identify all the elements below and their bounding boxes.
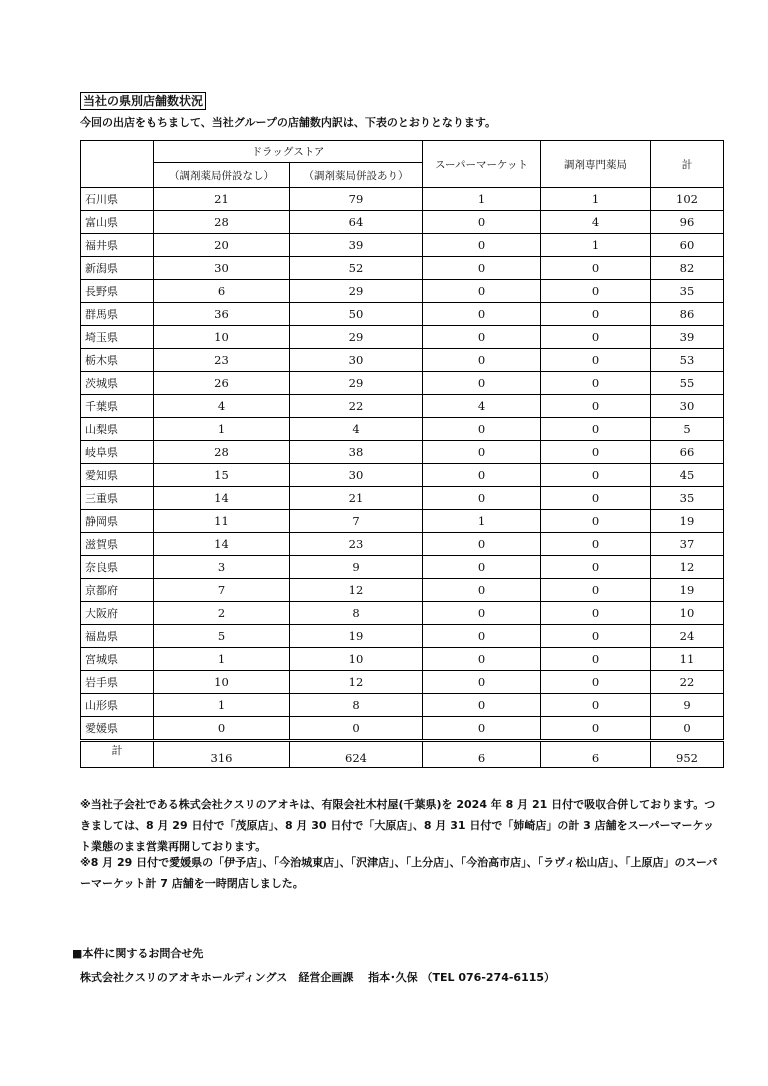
cell-supermarket: 0 [423, 579, 541, 602]
cell-total: 82 [651, 257, 724, 280]
prefecture-name: 新潟県 [81, 257, 154, 280]
table-row [81, 602, 724, 625]
prefecture-name: 長野県 [81, 280, 154, 303]
cell-supermarket: 0 [423, 602, 541, 625]
cell-with-pharmacy: 29 [290, 280, 423, 303]
cell-supermarket: 0 [423, 257, 541, 280]
cell-supermarket: 0 [423, 234, 541, 257]
cell-with-pharmacy: 10 [290, 648, 423, 671]
cell-with-pharmacy: 38 [290, 441, 423, 464]
cell-with-pharmacy: 19 [290, 625, 423, 648]
total-with-pharmacy: 624 [290, 741, 423, 768]
cell-with-pharmacy: 4 [290, 418, 423, 441]
cell-supermarket: 0 [423, 372, 541, 395]
cell-no-pharmacy: 1 [154, 694, 290, 717]
prefecture-name: 滋賀県 [81, 533, 154, 556]
cell-no-pharmacy: 36 [154, 303, 290, 326]
table-row [81, 326, 724, 349]
cell-with-pharmacy: 21 [290, 487, 423, 510]
cell-supermarket: 0 [423, 418, 541, 441]
note-closure: ※8 月 29 日付で愛媛県の「伊予店」、「今治城東店」、「沢津店」、「上分店」、「今治高市店」、「ラヴィ松山店」、「上原店」のスーパーマーケット計 7 店舗を一時閉店しました。 [80, 856, 718, 890]
cell-no-pharmacy: 10 [154, 671, 290, 694]
cell-total: 60 [651, 234, 724, 257]
header-no-pharmacy: （調剤薬局併設なし） [154, 163, 290, 188]
prefecture-name: 三重県 [81, 487, 154, 510]
prefecture-name: 富山県 [81, 211, 154, 234]
cell-with-pharmacy: 9 [290, 556, 423, 579]
cell-supermarket: 0 [423, 717, 541, 741]
cell-supermarket: 0 [423, 625, 541, 648]
cell-no-pharmacy: 10 [154, 326, 290, 349]
cell-total: 37 [651, 533, 724, 556]
cell-supermarket: 0 [423, 303, 541, 326]
table-row [81, 372, 724, 395]
table-row [81, 188, 724, 211]
header-prefecture [81, 141, 154, 188]
prefecture-name: 大阪府 [81, 602, 154, 625]
cell-dispensing: 0 [541, 648, 651, 671]
cell-no-pharmacy: 1 [154, 648, 290, 671]
cell-no-pharmacy: 26 [154, 372, 290, 395]
table-row [81, 510, 724, 533]
table-row [81, 257, 724, 280]
cell-supermarket: 0 [423, 533, 541, 556]
table-row [81, 234, 724, 257]
cell-no-pharmacy: 30 [154, 257, 290, 280]
cell-no-pharmacy: 11 [154, 510, 290, 533]
table-row [81, 694, 724, 717]
cell-total: 24 [651, 625, 724, 648]
cell-supermarket: 0 [423, 671, 541, 694]
total-supermarket: 6 [423, 741, 541, 768]
cell-no-pharmacy: 4 [154, 395, 290, 418]
cell-total: 55 [651, 372, 724, 395]
cell-no-pharmacy: 14 [154, 533, 290, 556]
cell-with-pharmacy: 39 [290, 234, 423, 257]
table-row [81, 211, 724, 234]
cell-with-pharmacy: 30 [290, 349, 423, 372]
table-row [81, 395, 724, 418]
cell-dispensing: 0 [541, 257, 651, 280]
total-all: 952 [651, 741, 724, 768]
cell-total: 53 [651, 349, 724, 372]
cell-total: 86 [651, 303, 724, 326]
header-drugstore: ドラッグストア [154, 141, 423, 163]
prefecture-name: 愛知県 [81, 464, 154, 487]
note-merger: ※当社子会社である株式会社クスリのアオキは、有限会社木村屋(千葉県)を 2024 年 8 月 21 日付で吸収合併しております。つきましては、8 月 29 日付で「茂原店」、8 月 30 日付で「大原店」、8 月 31 日付で「姉崎店」の計 3 店舗をスーパーマーケット業態のまま営業再開しております。 [80, 798, 716, 853]
cell-supermarket: 0 [423, 487, 541, 510]
cell-total: 9 [651, 694, 724, 717]
cell-supermarket: 0 [423, 211, 541, 234]
total-row [81, 741, 724, 768]
table-row [81, 349, 724, 372]
header-supermarket: スーパーマーケット [423, 141, 541, 188]
cell-dispensing: 0 [541, 326, 651, 349]
cell-with-pharmacy: 12 [290, 579, 423, 602]
cell-dispensing: 4 [541, 211, 651, 234]
cell-total: 39 [651, 326, 724, 349]
cell-with-pharmacy: 0 [290, 717, 423, 741]
cell-total: 102 [651, 188, 724, 211]
cell-dispensing: 1 [541, 188, 651, 211]
cell-no-pharmacy: 21 [154, 188, 290, 211]
cell-with-pharmacy: 23 [290, 533, 423, 556]
cell-total: 19 [651, 579, 724, 602]
cell-supermarket: 0 [423, 648, 541, 671]
cell-no-pharmacy: 1 [154, 418, 290, 441]
prefecture-name: 静岡県 [81, 510, 154, 533]
prefecture-name: 茨城県 [81, 372, 154, 395]
cell-with-pharmacy: 50 [290, 303, 423, 326]
cell-dispensing: 0 [541, 602, 651, 625]
cell-with-pharmacy: 22 [290, 395, 423, 418]
prefecture-name: 福井県 [81, 234, 154, 257]
cell-total: 11 [651, 648, 724, 671]
cell-with-pharmacy: 8 [290, 694, 423, 717]
cell-supermarket: 1 [423, 188, 541, 211]
cell-dispensing: 0 [541, 464, 651, 487]
table-row [81, 303, 724, 326]
cell-supermarket: 0 [423, 556, 541, 579]
cell-total: 35 [651, 487, 724, 510]
prefecture-name: 群馬県 [81, 303, 154, 326]
cell-supermarket: 0 [423, 349, 541, 372]
table-row [81, 464, 724, 487]
prefecture-name: 岐阜県 [81, 441, 154, 464]
prefecture-name: 岩手県 [81, 671, 154, 694]
prefecture-name: 奈良県 [81, 556, 154, 579]
cell-dispensing: 0 [541, 533, 651, 556]
cell-dispensing: 0 [541, 395, 651, 418]
table-row [81, 579, 724, 602]
contact-line: 株式会社クスリのアオキホールディングス 経営企画課 指本･久保 （TEL 076-274-6115） [80, 971, 556, 984]
cell-supermarket: 1 [423, 510, 541, 533]
cell-dispensing: 0 [541, 671, 651, 694]
cell-dispensing: 0 [541, 625, 651, 648]
cell-dispensing: 0 [541, 372, 651, 395]
cell-dispensing: 0 [541, 303, 651, 326]
prefecture-name: 石川県 [81, 188, 154, 211]
cell-dispensing: 0 [541, 556, 651, 579]
cell-total: 45 [651, 464, 724, 487]
table-row [81, 441, 724, 464]
prefecture-name: 山梨県 [81, 418, 154, 441]
cell-no-pharmacy: 0 [154, 717, 290, 741]
table-row [81, 625, 724, 648]
total-label: 計 [81, 741, 154, 768]
cell-dispensing: 0 [541, 579, 651, 602]
cell-no-pharmacy: 5 [154, 625, 290, 648]
total-no-pharmacy: 316 [154, 741, 290, 768]
cell-with-pharmacy: 52 [290, 257, 423, 280]
cell-dispensing: 0 [541, 487, 651, 510]
cell-no-pharmacy: 6 [154, 280, 290, 303]
cell-total: 96 [651, 211, 724, 234]
cell-with-pharmacy: 7 [290, 510, 423, 533]
cell-supermarket: 0 [423, 326, 541, 349]
cell-dispensing: 0 [541, 349, 651, 372]
cell-supermarket: 0 [423, 441, 541, 464]
table-row [81, 648, 724, 671]
table-row [81, 717, 724, 741]
cell-dispensing: 0 [541, 441, 651, 464]
cell-with-pharmacy: 79 [290, 188, 423, 211]
cell-no-pharmacy: 2 [154, 602, 290, 625]
header-dispensing-pharmacy: 調剤専門薬局 [541, 141, 651, 188]
cell-supermarket: 0 [423, 694, 541, 717]
cell-with-pharmacy: 29 [290, 372, 423, 395]
cell-dispensing: 0 [541, 418, 651, 441]
cell-supermarket: 4 [423, 395, 541, 418]
cell-with-pharmacy: 64 [290, 211, 423, 234]
cell-dispensing: 1 [541, 234, 651, 257]
cell-no-pharmacy: 15 [154, 464, 290, 487]
prefecture-name: 山形県 [81, 694, 154, 717]
cell-with-pharmacy: 8 [290, 602, 423, 625]
total-dispensing: 6 [541, 741, 651, 768]
prefecture-name: 栃木県 [81, 349, 154, 372]
header-total: 計 [651, 141, 724, 188]
cell-dispensing: 0 [541, 717, 651, 741]
table-row [81, 533, 724, 556]
prefecture-name: 宮城県 [81, 648, 154, 671]
prefecture-name: 福島県 [81, 625, 154, 648]
cell-dispensing: 0 [541, 694, 651, 717]
cell-total: 5 [651, 418, 724, 441]
cell-total: 30 [651, 395, 724, 418]
store-count-table [80, 140, 724, 768]
cell-no-pharmacy: 28 [154, 441, 290, 464]
cell-no-pharmacy: 14 [154, 487, 290, 510]
cell-dispensing: 0 [541, 280, 651, 303]
cell-no-pharmacy: 3 [154, 556, 290, 579]
cell-no-pharmacy: 23 [154, 349, 290, 372]
prefecture-name: 京都府 [81, 579, 154, 602]
cell-with-pharmacy: 29 [290, 326, 423, 349]
cell-supermarket: 0 [423, 464, 541, 487]
cell-total: 12 [651, 556, 724, 579]
page-title: 当社の県別店舗数状況 [80, 92, 206, 110]
cell-total: 0 [651, 717, 724, 741]
table-row [81, 556, 724, 579]
table-row [81, 671, 724, 694]
cell-total: 35 [651, 280, 724, 303]
cell-with-pharmacy: 12 [290, 671, 423, 694]
table-row [81, 418, 724, 441]
cell-dispensing: 0 [541, 510, 651, 533]
cell-total: 10 [651, 602, 724, 625]
prefecture-name: 愛媛県 [81, 717, 154, 741]
contact-title: ■本件に関するお問合せ先 [72, 947, 204, 960]
cell-total: 66 [651, 441, 724, 464]
cell-supermarket: 0 [423, 280, 541, 303]
cell-total: 22 [651, 671, 724, 694]
cell-no-pharmacy: 28 [154, 211, 290, 234]
prefecture-name: 埼玉県 [81, 326, 154, 349]
prefecture-name: 千葉県 [81, 395, 154, 418]
table-row [81, 487, 724, 510]
cell-with-pharmacy: 30 [290, 464, 423, 487]
table-row [81, 280, 724, 303]
header-with-pharmacy: （調剤薬局併設あり） [290, 163, 423, 188]
cell-total: 19 [651, 510, 724, 533]
cell-no-pharmacy: 20 [154, 234, 290, 257]
intro-text: 今回の出店をもちまして、当社グループの店舗数内訳は、下表のとおりとなります。 [80, 116, 497, 129]
cell-no-pharmacy: 7 [154, 579, 290, 602]
